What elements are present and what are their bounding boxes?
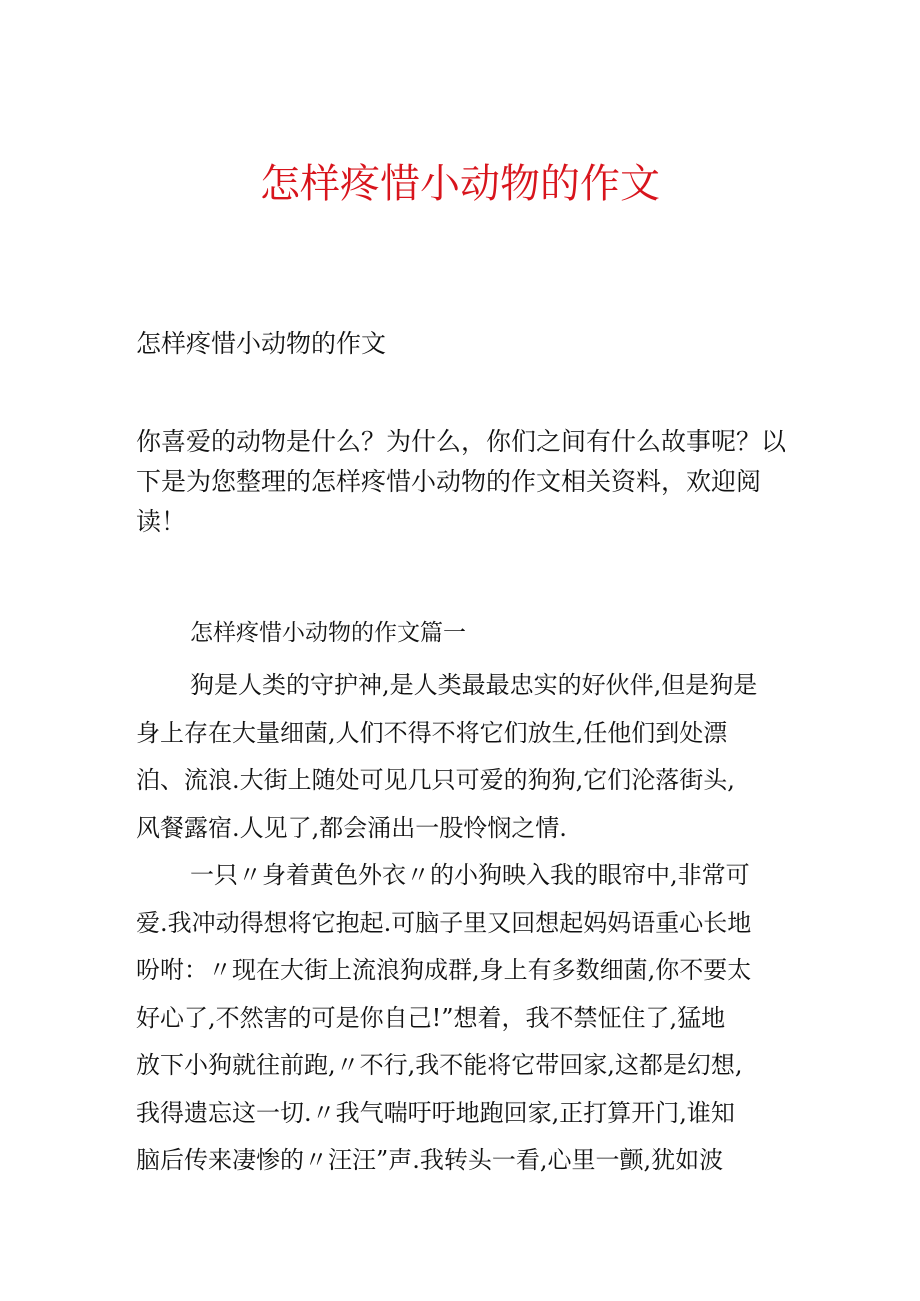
paragraph-2-line: 脑后传来凄惨的〃汪汪”声.我转头一看,心里一颤,犹如波 [136, 1146, 724, 1174]
paragraph-1-line: 狗是人类的守护神,是人类最最忠实的好伙伴,但是狗是 [190, 671, 758, 699]
paragraph-2-line: 一只〃身着黄色外衣〃的小狗映入我的眼帘中,非常可 [190, 861, 750, 889]
paragraph-2-line: 好心了,不然害的可是你自己!”想着，我不禁怔住了,猛地 [136, 1003, 726, 1032]
intro-line: 下是为您整理的怎样疼惜小动物的作文相关资料，欢迎阅 [136, 467, 762, 496]
paragraph-1-line: 泊、流浪.大街上随处可见几只可爱的狗狗,它们沦落街头, [136, 766, 735, 794]
paragraph-1-line: 风餐露宿.人见了,都会涌出一股怜悯之情. [136, 813, 567, 842]
intro-line: 读！ [136, 507, 187, 536]
intro-paragraph [136, 422, 786, 542]
document-title: 怎样疼惜小动物的作文 [260, 161, 660, 207]
section-title: 怎样疼惜小动物的作文篇一 [190, 620, 466, 646]
intro-line: 你喜爱的动物是什么？为什么，你们之间有什么故事呢？以 [136, 427, 787, 456]
document-subtitle: 怎样疼惜小动物的作文 [136, 329, 387, 358]
paragraph-1-line: 身上存在大量细菌,人们不得不将它们放生,任他们到处漂 [136, 718, 728, 747]
paragraph-2-line: 吩咐：〃现在大街上流浪狗成群,身上有多数细菌,你不要太 [136, 956, 752, 984]
paragraph-2-line: 我得遗忘这一切.〃我气喘吁吁地跑回家,正打算开门,谁知 [136, 1098, 735, 1127]
paragraph-2-line: 爱.我冲动得想将它抱起.可脑子里又回想起妈妈语重心长地 [136, 908, 752, 937]
essay-body [136, 662, 796, 1185]
paragraph-2-line: 放下小狗就往前跑,〃不行,我不能将它带回家,这都是幻想, [136, 1051, 743, 1079]
